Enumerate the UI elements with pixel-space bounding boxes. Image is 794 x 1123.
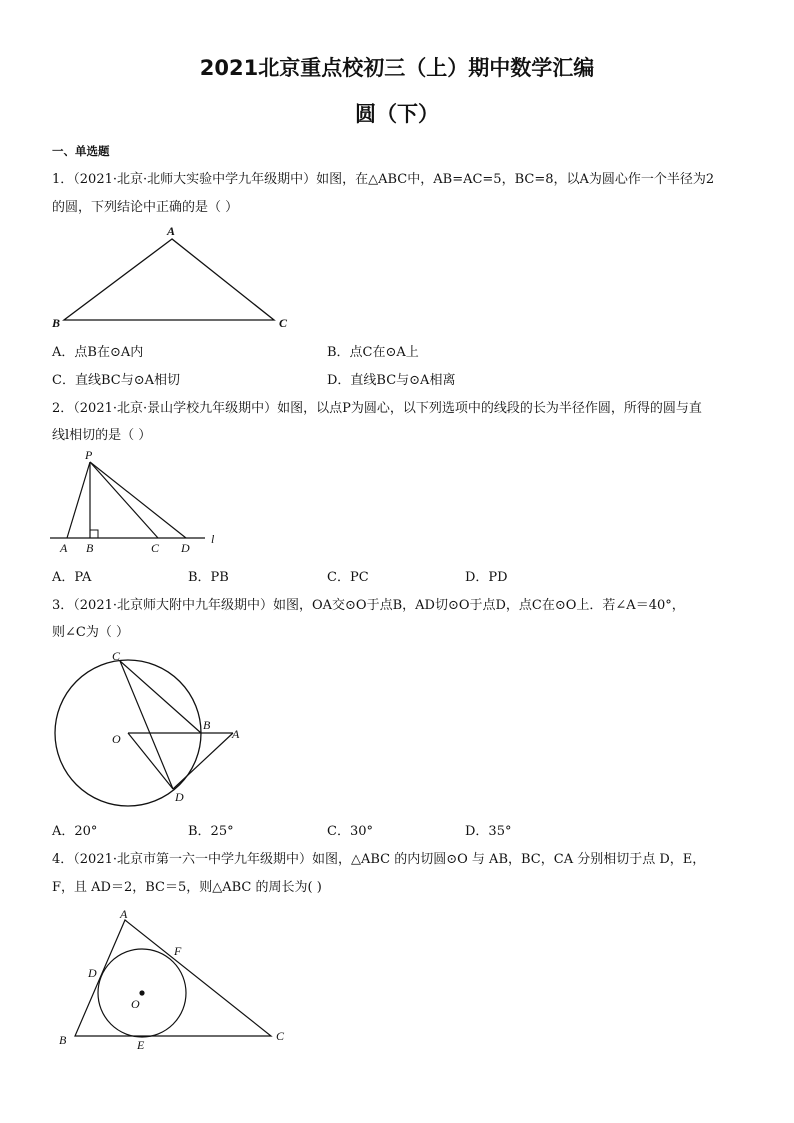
q4-center-dot [139,990,144,995]
q3-label-d: D [175,790,184,804]
q4-stem-line1: 4．（2021·北京市第一六一中学九年级期中）如图，△ABC 的内切圆⊙O 与 AB，BC，CA 分别相切于点 D，E， [52,852,706,867]
q3-stem-line2: 则∠C为（ ） [52,625,129,640]
q1-label-b: B [52,316,61,330]
q2-stem-line1: 2．（2021·北京·景山学校九年级期中）如图，以点P为圆心，以下列选项中的线段的长为半径作圆，所得的圆与直 [52,401,702,416]
section-heading: 一、单选题 [52,144,110,158]
q2-stem-line2: 线l相切的是（ ） [52,428,152,443]
q2-segment-pd [90,462,186,538]
q3-option-c[interactable]: C．30° [327,824,373,839]
q3-segment-cb [120,661,201,733]
q2-option-c[interactable]: C．PC [327,570,369,585]
q3-label-a: A [232,727,240,741]
q4-label-c: C [276,1029,285,1043]
q2-figure [50,448,215,555]
q2-segment-pc [90,462,158,538]
q3-label-c: C [112,649,121,663]
q3-option-d[interactable]: D．35° [465,824,512,839]
q2-option-b[interactable]: B．PB [188,570,229,585]
q1-stem-line2: 的圆，下列结论中正确的是（ ） [52,200,239,215]
q2-label-a: A [60,541,68,555]
q1-option-c[interactable]: C．直线BC与⊙A相切 [52,373,180,388]
page-subtitle: 圆（下） [355,102,439,126]
q2-label-d: D [181,541,190,555]
q3-label-o: O [112,732,121,746]
q4-label-d: D [88,966,97,980]
q2-option-d[interactable]: D．PD [465,570,508,585]
q2-option-a[interactable]: A．PA [52,570,92,585]
q3-option-a[interactable]: A．20° [52,824,98,839]
q4-label-e: E [137,1038,145,1052]
q1-label-a: A [167,224,176,238]
q4-triangle [75,920,271,1036]
q1-option-d[interactable]: D．直线BC与⊙A相离 [327,373,456,388]
q3-segment-ad [173,733,233,789]
q4-label-f: F [174,944,182,958]
q2-label-p: P [85,448,93,462]
q4-label-b: B [59,1033,67,1047]
q3-segment-cd [120,661,173,789]
q4-label-a: A [120,907,128,921]
q2-label-c: C [151,541,160,555]
q2-segment-pa [67,462,90,538]
q1-figure [51,224,288,330]
q3-option-b[interactable]: B．25° [188,824,234,839]
page-title: 2021北京重点校初三（上）期中数学汇编 [199,56,595,80]
q1-stem-line1: 1．（2021·北京·北师大实验中学九年级期中）如图，在△ABC中，AB=AC=5，BC=8，以A为圆心作一个半径为2 [52,172,715,187]
q2-label-b: B [86,541,94,555]
q2-right-angle-mark [90,530,98,538]
q2-label-l: l [211,532,215,546]
q1-triangle [64,239,274,320]
q3-label-b: B [203,718,211,732]
q1-option-a[interactable]: A．点B在⊙A内 [52,345,144,360]
q3-figure [55,649,240,806]
q4-label-o: O [131,997,140,1011]
q1-label-c: C [279,316,288,330]
q3-segment-od [128,733,173,789]
q3-stem-line1: 3．（2021·北京师大附中九年级期中）如图，OA交⊙O于点B，AD切⊙O于点D，点C在⊙O上．若∠A＝40°， [52,598,685,613]
q4-stem-line2: F，且 AD＝2，BC＝5，则△ABC 的周长为( ) [52,880,322,895]
q1-option-b[interactable]: B．点C在⊙A上 [327,345,419,360]
q4-figure [59,907,285,1052]
